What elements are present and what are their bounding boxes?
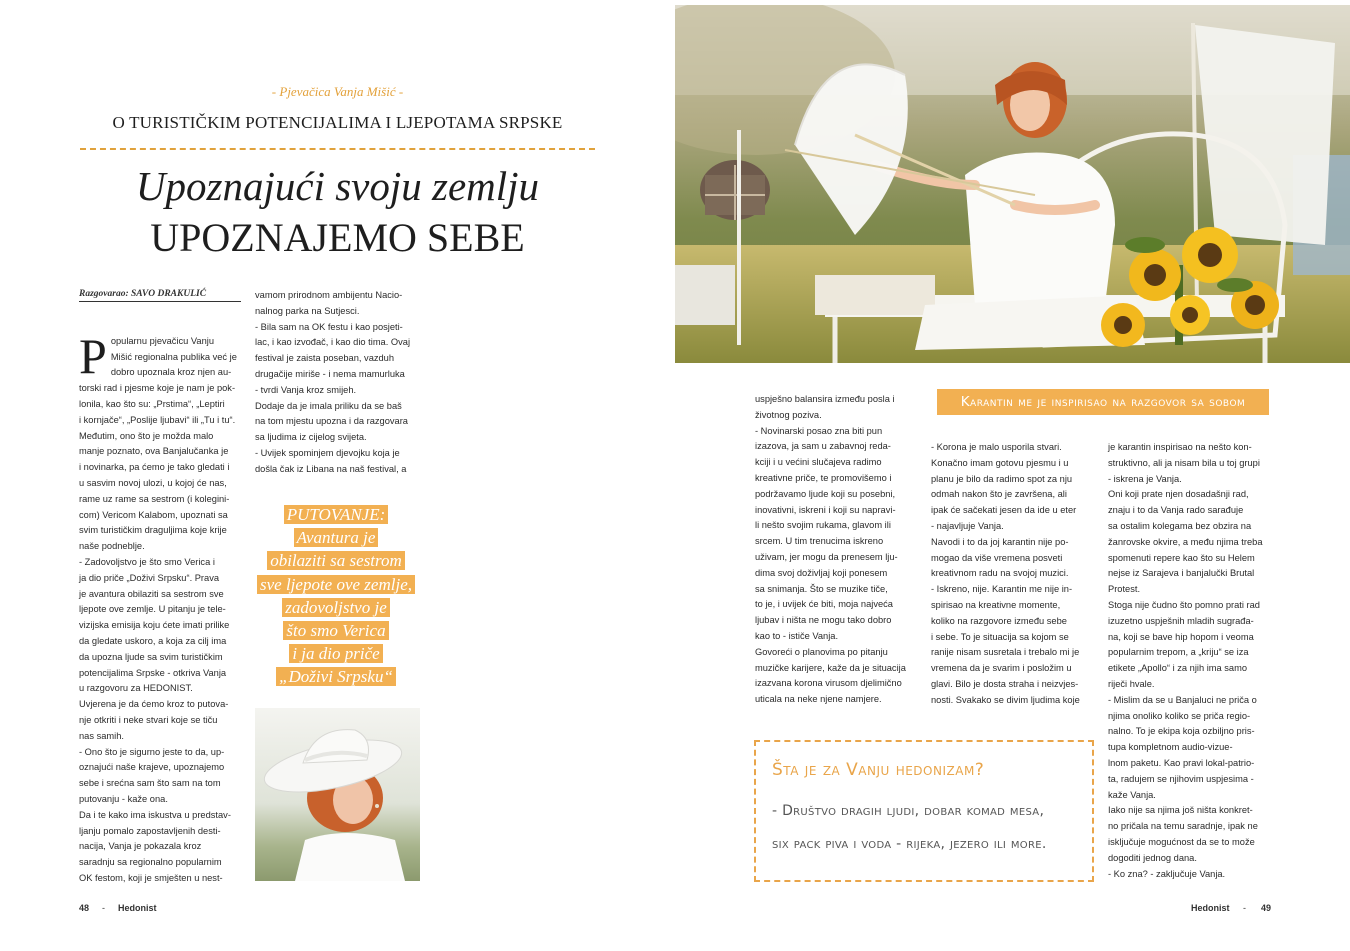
left-column-2: vamom prirodnom ambijentu Nacio- nalnog parka na Sutjesci. - Bila sam na OK festu i kao posjeti- lac, i kao izvođač, i kao dio tima. Ovaj festival je zaista poseban, vazduh drugačije miriše - i nema mamurluka - tvrdi Vanja kroz smijeh. Dodaje da je imala priliku da se baš na tom mjestu upozna i da razgovara sa ljudima iz cijelog svijeta. - Uvijek spominjem djevojku koja je došla čak iz Libana na naš festival, a xyxy=(255,290,411,474)
magazine-name-left: Hedonist xyxy=(118,903,157,913)
pull-quote-line: sve ljepote ove zemlje, xyxy=(257,575,415,594)
portrait-photo xyxy=(255,708,420,881)
byline: Razgovarao: SAVO DRAKULIĆ xyxy=(79,289,241,302)
hedonism-answer-line2: six pack piva i voda - rijeka, jezero ili more. xyxy=(772,836,1047,852)
pull-quote-line: i ja dio priče xyxy=(289,644,382,663)
hedonism-answer-line1: - Društvo dragih ljudi, dobar komad mesa, xyxy=(772,803,1045,819)
page-separator-right: - xyxy=(1243,903,1246,913)
hero-photo xyxy=(675,5,1350,363)
pull-quote-line: „Doživi Srpsku“ xyxy=(276,667,396,686)
article-title-line1: Upoznajući svoju zemlju xyxy=(135,163,540,209)
article-title-line2: UPOZNAJEMO SEBE xyxy=(150,215,525,260)
article-subtitle: O TURISTIČKIM POTENCIJALIMA I LJEPOTAMA SRPSKE xyxy=(112,113,563,132)
magazine-name-right: Hedonist xyxy=(1191,903,1230,913)
left-column-1-text: opularnu pjevačicu Vanju Mišić regionalna publika već je dobro upoznala kroz njen au- torski rad i pjesme koje je nam je pok- lonila, kao što su: „Prstima“, „Leptiri i kornjače“, „Poslije ljubavi“ ili „Tu i tu“. Međutim, ono što je možda malo manje poznato, ova Banjalučanka je i novinarka, pa ćemo je tako gledati i u sasvim novoj ulozi, u kojoj će nas, rame uz rame sa sestrom (i kolegini- com) Vericom Kalabom, upoznati sa svim turističkim draguljima koje krije naše podneblje. - Zadovoljstvo je što smo Verica i ja dio priče „Doživi Srpsku“. Prava je avantura obilaziti sa sestrom sve ljepote ove zemlje. U pitanju je tele- vizijska emisija koju ćete imati prilike da gledate uskoro, a koja za cilj ima da upozna ljude sa svim turističkim potencijalima Srpske - otkriva Vanja u razgovoru za HEDONIST. Uvjerena je da ćemo kroz to putova- nje otkriti i neke stvari koje se tiču nas samih. - Ono što je sigurno jeste to da, up- oznajući naše krajeve, upoznajemo sebe i srećna sam što sam na tom putovanju - kaže ona. Da i te kako ima iskustva u predstav- ljanju pomalo zapostavljenih desti- nacija, Vanja je pokazala kroz saradnju sa regionalno popularnim OK festom, koji je smješten u nest- xyxy=(79,335,237,883)
left-column-1 xyxy=(79,318,241,887)
page-separator-left: - xyxy=(102,903,105,913)
pull-quote-line: Avantura je xyxy=(294,528,379,547)
pull-quote-line: PUTOVANJE: xyxy=(284,505,389,524)
page-number-right: 49 xyxy=(1261,903,1272,913)
title-divider xyxy=(80,148,595,150)
right-column-1: uspješno balansira između posla i životnog poziva. - Novinarski posao zna biti pun izazova, ja sam u zabavnoj reda- kciji i u većini slučajeva radimo kreativne priče, te promovišemo i podržavamo ljude koji su posebni, inovativni, iskreni i koji su napravi- li nešto svojim rukama, glavom ili srcem. U tim trenucima iskreno uživam, jer mogu da prenesem lju- dima svoj doživljaj koji ponesem sa snimanja. Što se muzike tiče, to je, i uvijek će biti, moja najveća ljubav i ništa ne mogu tako dobro kao to - ističe Vanja. Govoreći o planovima po pitanju muzičke karijere, kaže da je situacija izazvana korona virusom djelimično uticala na neke njene namjere. xyxy=(755,394,906,705)
right-column-2: - Korona je malo usporila stvari. Konačno imam gotovu pjesmu i u planu je bilo da radimo spot za nju odmah nakon što je završena, ali ipak će sačekati jesen da ide u eter - najavljuje Vanja. Navodi i to da joj karantin nije po- mogao da više vremena posveti kreativnom radu na svojoj muzici. - Iskreno, nije. Karantin me nije in- spirisao na kreativne momente, koliko na razgovore između sebe i sebe. To je situacija sa kojom se ranije nisam susretala i trebalo mi je vremena da je svarim i posložim u glavi. Bilo je dosta straha i neizvjes- nosti. Svakako se divim ljudima koje xyxy=(931,442,1080,705)
page-number-left: 48 xyxy=(79,903,90,913)
article-kicker: - Pjevačica Vanja Mišić - xyxy=(271,84,404,99)
drop-cap: P xyxy=(79,327,107,384)
hedonism-question: Šta je za Vanju hedonizam? xyxy=(772,760,985,780)
pull-quote-line: što smo Verica xyxy=(283,621,388,640)
section-heading: Karantin me je inspirisao na razgovor sa sobom xyxy=(937,389,1269,415)
pull-quote xyxy=(252,503,420,689)
right-column-3: je karantin inspirisao na nešto kon- struktivno, ali ja nisam bila u toj grupi - iskrena je Vanja. Oni koji prate njen dosadašnji rad, znaju i to da Vanja rado sarađuje sa ostalim kolegama bez obzira na žanrovske okvire, a među njima treba spomenuti repere kao što su Helem nejse iz Sarajeva i banjalučki Brutal Protest. Stoga nije čudno što pomno prati rad izuzetno uspješnih mladih sugrađa- na, koji se bave hip hopom i veoma popularnim trepom, a „kriju“ se iza etikete „Apollo“ i za njih ima samo riječi hvale. - Mislim da se u Banjaluci ne priča o njima onoliko koliko se priča regio- nalno. To je ekipa koja ozbiljno pris- tupa kompletnom audio-vizue- lnom paketu. Kao pravi lokal-patrio- ta, radujem se njihovim uspjesima - kaže Vanja. Iako nije sa njima još ništa konkret- no pričala na temu saradnje, ipak ne isključuje mogućnost da se to može dogoditi jednog dana. - Ko zna? - zaključuje Vanja. xyxy=(1108,442,1263,879)
pull-quote-line: zadovoljstvo je xyxy=(282,598,390,617)
pull-quote-line: obilaziti sa sestrom xyxy=(267,551,405,570)
